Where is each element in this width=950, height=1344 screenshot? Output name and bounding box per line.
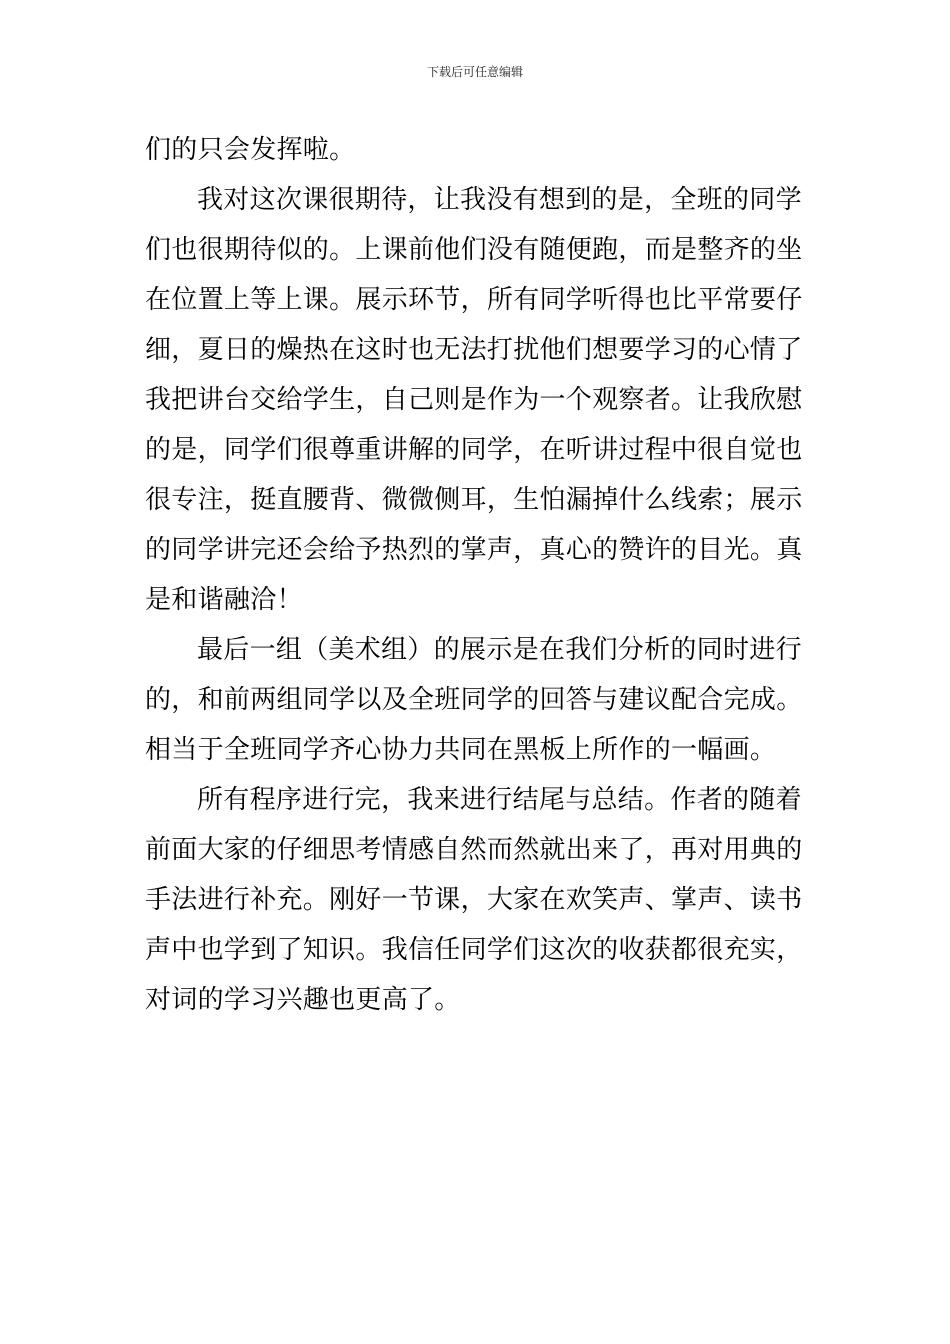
paragraph-2-line-5: 我把讲台交给学生，自己则是作为一个观察者。让我欣慰 xyxy=(145,385,803,415)
paragraph-3-line-3: 相当于全班同学齐心协力共同在黑板上所作的一幅画。 xyxy=(145,735,777,765)
paragraph-2-line-1: 我对这次课很期待，让我没有想到的是，全班的同学 xyxy=(197,185,802,215)
paragraph-2-line-3: 在位置上等上课。展示环节，所有同学听得也比平常要仔 xyxy=(145,285,803,315)
paragraph-1-line-1: 们的只会发挥啦。 xyxy=(145,135,356,165)
paragraph-2-line-6: 的是，同学们很尊重讲解的同学，在听讲过程中很自觉也 xyxy=(145,435,803,465)
paragraph-2-line-7: 很专注，挺直腰背、微微侧耳，生怕漏掉什么线索；展示 xyxy=(145,485,803,515)
paragraph-4-line-1: 所有程序进行完，我来进行结尾与总结。作者的随着 xyxy=(197,785,802,815)
paragraph-4-line-2: 前面大家的仔细思考情感自然而然就出来了，再对用典的 xyxy=(145,835,803,865)
paragraph-4-line-4: 声中也学到了知识。我信任同学们这次的收获都很充实， xyxy=(145,935,803,965)
page-header: 下载后可任意编辑 xyxy=(426,65,523,79)
paragraph-2-line-4: 细，夏日的燥热在这时也无法打扰他们想要学习的心情了 xyxy=(145,335,803,365)
paragraph-3-line-1: 最后一组（美术组）的展示是在我们分析的同时进行 xyxy=(197,635,802,665)
paragraph-2-line-9: 是和谐融洽！ xyxy=(145,585,303,615)
paragraph-2-line-8: 的同学讲完还会给予热烈的掌声，真心的赞许的目光。真 xyxy=(145,535,803,565)
paragraph-4-line-3: 手法进行补充。刚好一节课，大家在欢笑声、掌声、读书 xyxy=(145,885,803,915)
paragraph-4-line-5: 对词的学习兴趣也更高了。 xyxy=(145,985,461,1015)
paragraph-2-line-2: 们也很期待似的。上课前他们没有随便跑，而是整齐的坐 xyxy=(145,235,803,265)
paragraph-3-line-2: 的，和前两组同学以及全班同学的回答与建议配合完成。 xyxy=(145,685,803,715)
